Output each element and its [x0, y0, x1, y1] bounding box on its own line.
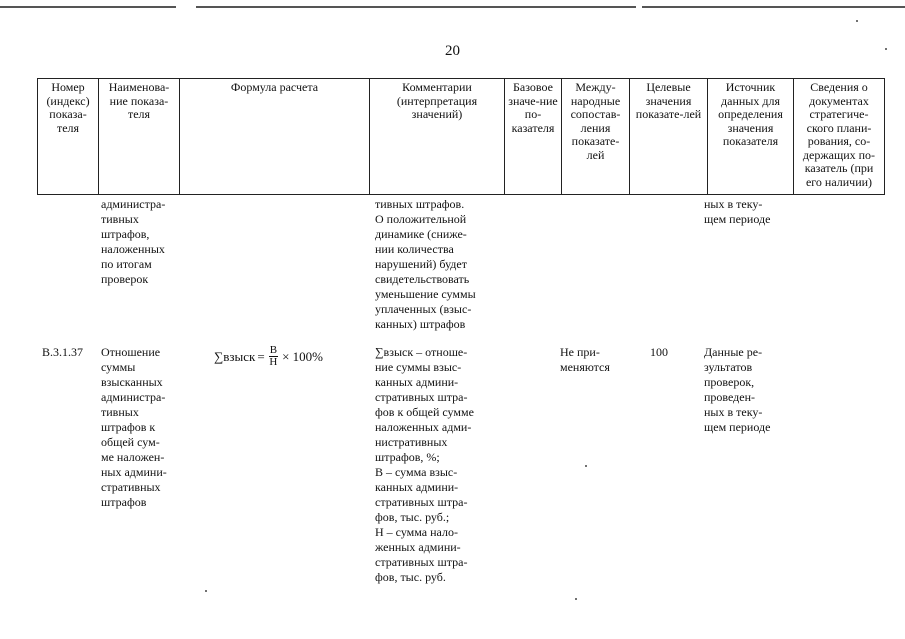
row-international: Не при- меняются	[560, 345, 610, 374]
formula-equals: =	[257, 348, 265, 364]
header-base-value: Базовое значе-ние по-казателя	[505, 79, 562, 195]
header-index: Номер (индекс) показа-теля	[38, 79, 99, 195]
formula-numerator: В	[269, 344, 278, 356]
table-header	[37, 78, 885, 195]
formula-denominator: Н	[269, 356, 278, 368]
header-international: Между-народные сопостав-ления показате-лей	[562, 79, 630, 195]
header-name: Наименова-ние показа-теля	[99, 79, 180, 195]
header-comments: Комментарии (интерпретация значений)	[370, 79, 505, 195]
scan-speck	[205, 590, 207, 592]
scan-speck	[885, 48, 887, 50]
row-formula	[214, 345, 323, 368]
header-formula: Формула расчета	[180, 79, 370, 195]
formula-fraction	[269, 345, 278, 368]
scan-speck	[856, 20, 858, 22]
continuation-name: администра- тивных штрафов, наложенных по итогам проверок	[101, 197, 166, 286]
top-rule-left	[0, 6, 176, 8]
continuation-source: ных в теку- щем периоде	[704, 197, 771, 226]
formula-tail: × 100%	[282, 348, 323, 364]
continuation-comment: тивных штрафов. О положительной динамике (сниже- нии количества нарушений) будет свидетельствовать уменьшение суммы уплаченных (взыс- канных) штрафов	[375, 197, 476, 331]
row-target: 100	[650, 345, 668, 359]
top-rule-mid	[196, 6, 636, 8]
header-source: Источник данных для определения значения показателя	[708, 79, 794, 195]
row-source: Данные ре- зультатов проверок, проведен- ных в теку- щем периоде	[704, 345, 771, 434]
header-documents: Сведения о документах стратегиче-ского плани-рования, со-держащих по-казатель (при его наличии)	[794, 79, 885, 195]
formula-lhs: ∑взыск	[214, 348, 256, 364]
row-comment: ∑взыск – отноше- ние суммы взыс- канных админи- стративных штра- фов к общей сумме наложенных адми- нистративных штрафов, %; В – сумма взыс- канных админи- стративных штра- фов, тыс. руб.; Н – сумма нало- женных админи- стративных штра- фов, тыс. руб.	[375, 345, 474, 584]
header-target: Целевые значения показате-лей	[630, 79, 708, 195]
page-number: 20	[445, 43, 460, 59]
row-code: В.3.1.37	[42, 345, 84, 359]
row-name: Отношение суммы взысканных администра- тивных штрафов к общей сум- ме наложен- ных админи- стративных штрафов	[101, 345, 167, 509]
scan-speck	[585, 465, 587, 467]
top-rule-right	[642, 6, 905, 8]
scan-speck	[575, 598, 577, 600]
